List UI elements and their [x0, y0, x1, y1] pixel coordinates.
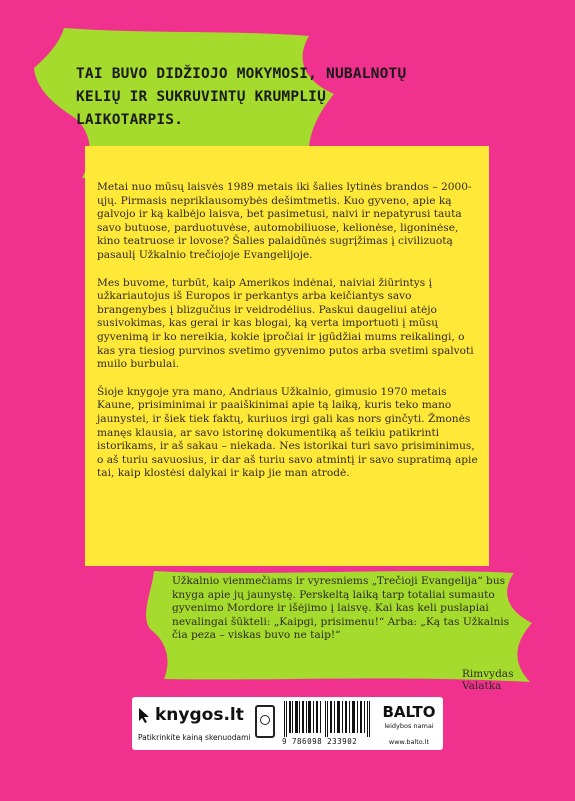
- barcode-icon: [282, 701, 372, 737]
- publisher-logo: [380, 703, 438, 746]
- phone-scan-icon: [255, 705, 275, 738]
- publisher-url: www.balto.lt: [388, 738, 430, 746]
- headline: TAI BUVO DIDŽIOJO MOKYMOSI, NUBALNOTŲ KELIŲ IR SUKRUVINTŲ KRUMPLIŲ LAIKOTARPIS.: [76, 66, 407, 128]
- description-panel: [85, 146, 489, 566]
- barcode-strip: [132, 697, 443, 750]
- paragraph-2: Mes buvome, turbūt, kaip Amerikos indėnai, naiviai žiūrintys į užkariautojus iš Europos ir perkantys arba keičiantys savo brangenybes į blizgučius ir veidrodėlius. Paskui daugeliui atėjo susivokimas, kas gerai ir kas blogai, ką verta importuoti į mūsų gyvenimą ir ko nereikia, kokie įpročiai ir įgūdžiai mums reikalingi, o kas yra tiesiog purvinos svetimo gyvenimo putos arba svetimi spalvoti muilo burbulai.: [97, 276, 474, 371]
- knygos-logo-text: knygos.lt: [155, 705, 244, 725]
- quote-panel: [142, 567, 532, 692]
- quote-author: Rimvydas Valatka: [462, 668, 514, 692]
- description-text: [97, 181, 482, 495]
- publisher-name: BALTO: [382, 703, 436, 721]
- paragraph-3: Šioje knygoje yra mano, Andriaus Užkalnio, gimusio 1970 metais Kaune, prisiminimai ir paaiškinimai apie tą laiką, kuris teko mano jaunystei, ir šiek tiek faktų, kuriuos irgi gali kas nors ginčyti. Žmonės manęs klausia, ar savo istorinę dokumentiką aš teikiu patikrinti istorikams, ir aš sakau – niekada. Nes istorikai turi savo prisiminimus, o aš turiu savuosius, ir dar aš turiu savo atmintį ir savo supratimą apie tai, kaip klostėsi dalykai ir kaip jie man atrodė.: [97, 385, 478, 480]
- paragraph-1: Metai nuo mūsų laisvės 1989 metais iki šalies lytinės brandos – 2000-ųjų. Pirmasis nepriklausomybės dešimtmetis. Kuo gyveno, apie ką galvojo ir ką kalbėjo laisva, bet pasimetusi, naivi ir nepatyrusi tauta savo butuose, parduotuvėse, automobiliuose, kelionėse, ligoninėse, kino teatruose ir lovose? Šalies palaidūnės sugrįžimas į civilizuotą pasaulį Užkalnio trečiojoje Evangelijoje.: [97, 181, 472, 261]
- publisher-sub: leidybos namai: [384, 722, 434, 730]
- quote-text: Užkalnio vienmečiams ir vyresniems „Trečioji Evangelija“ bus knyga apie jų jaunystę. Perskeltą laiką tarp totaliai sumauto gyvenimo Mordore ir išėjimo į laisvę. Kai kas keli puslapiai nevalingai šūkteli: „Kaipgi, prisimenu!“ Arba: „Ką tas Užkalnis čia peza – viskas buvo ne taip!“: [172, 575, 510, 642]
- knygos-tagline: Patikrinkite kainą skenuodami: [138, 733, 251, 742]
- knygos-logo: [138, 705, 244, 725]
- isbn-number: 9 786098 233902: [282, 737, 358, 746]
- cursor-icon: [138, 707, 152, 723]
